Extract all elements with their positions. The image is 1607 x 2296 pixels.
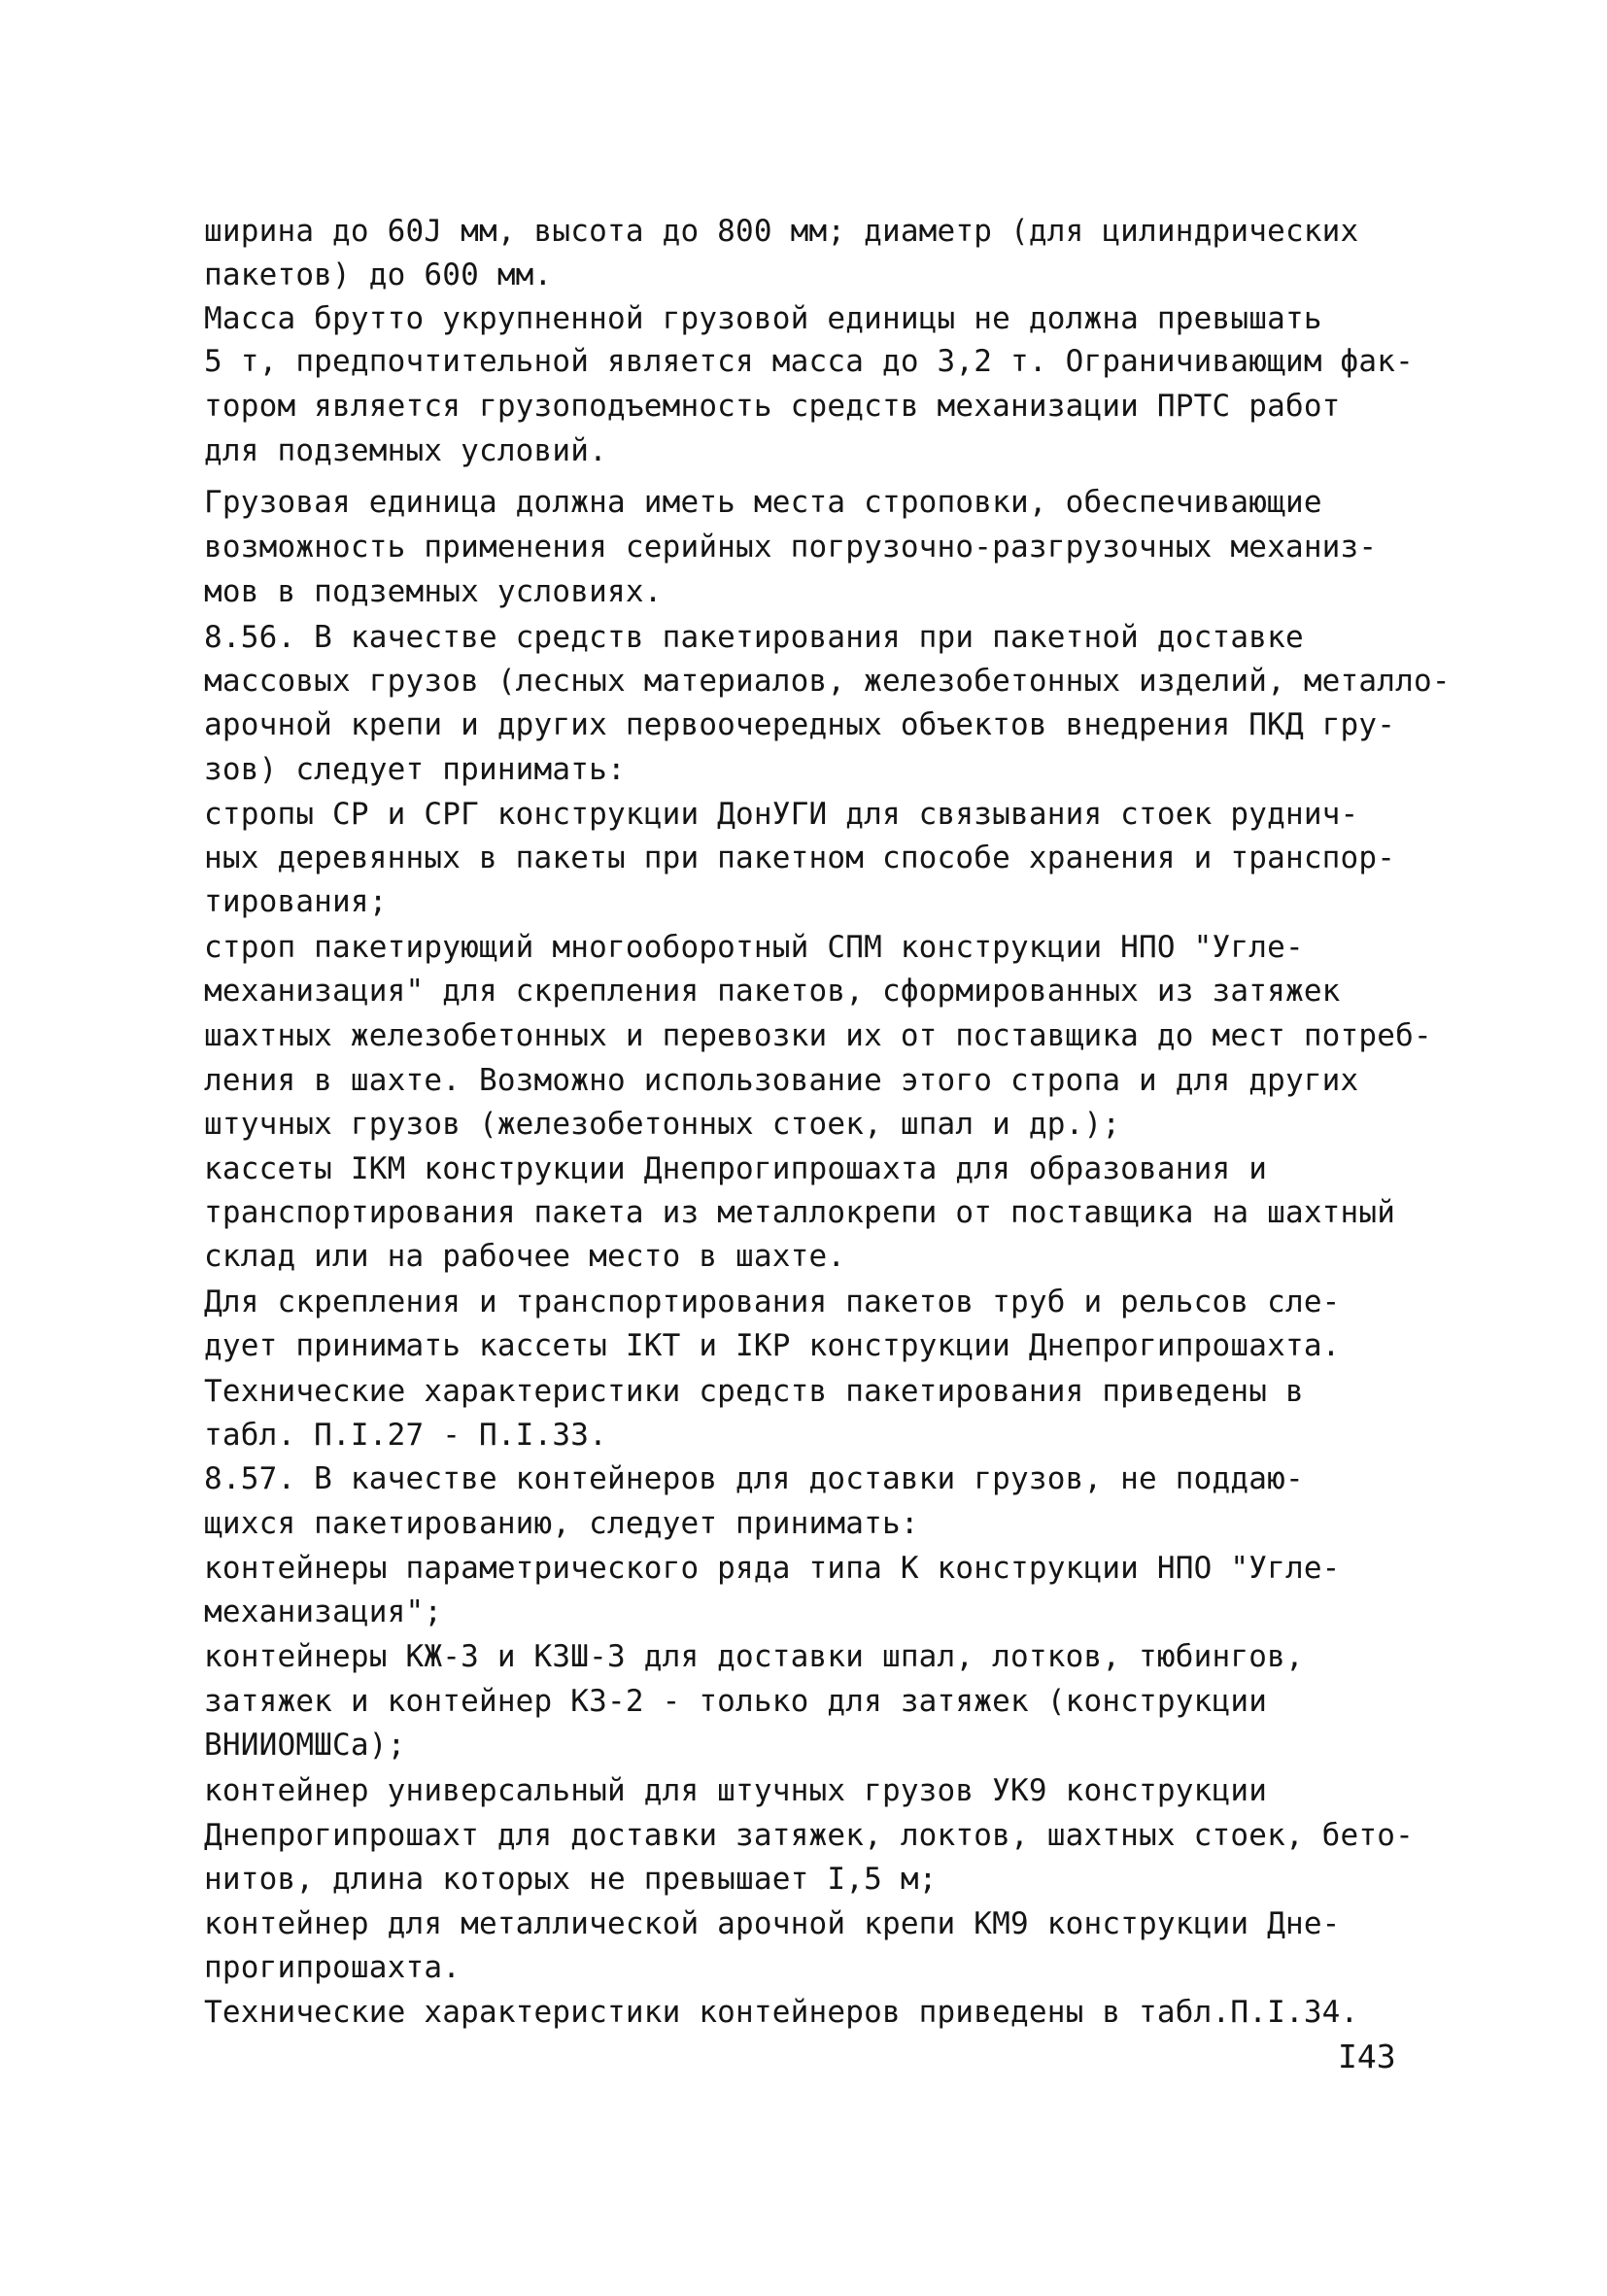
text-line: строп пакетирующий многооборотный СПМ конструкции НПО "Угле- <box>204 930 1304 965</box>
text-line: контейнеры КЖ-3 и КЗШ-3 для доставки шпал, лотков, тюбингов, <box>204 1639 1304 1674</box>
text-line: нитов, длина которых не превышает I,5 м; <box>204 1862 938 1897</box>
text-line: пакетов) до 600 мм. <box>204 257 553 292</box>
text-line: 5 т, предпочтительной является масса до 3,2 т. Ограничивающим фак- <box>204 344 1414 379</box>
text-line: дует принимать кассеты IКТ и IКР конструкции Днепрогипрошахта. <box>204 1328 1341 1363</box>
text-line: возможность применения серийных погрузочно-разгрузочных механиз- <box>204 530 1378 565</box>
text-line: тором является грузоподъемность средств механизации ПРТС работ <box>204 389 1341 424</box>
text-line: мов в подземных условиях. <box>204 574 663 609</box>
text-line: механизация"; <box>204 1594 443 1629</box>
text-line: контейнер для металлической арочной крепи КМ9 конструкции Дне- <box>204 1906 1341 1941</box>
text-line: арочной крепи и других первоочередных объектов внедрения ПКД гру- <box>204 707 1396 742</box>
text-line: Грузовая единица должна иметь места строповки, обеспечивающие <box>204 485 1322 520</box>
text-line: ширина до 60J мм, высота до 800 мм; диаметр (для цилиндрических <box>204 214 1359 249</box>
text-line: затяжек и контейнер КЗ-2 - только для затяжек (конструкции <box>204 1684 1268 1719</box>
text-line: для подземных условий. <box>204 433 607 468</box>
text-line: ления в шахте. Возможно использование этого стропа и для других <box>204 1063 1359 1098</box>
text-line: контейнер универсальный для штучных грузов УК9 конструкции <box>204 1773 1268 1808</box>
text-line: 8.56. В качестве средств пакетирования при пакетной доставке <box>204 620 1304 655</box>
text-line: тирования; <box>204 884 388 919</box>
text-line: табл. П.I.27 - П.I.33. <box>204 1418 607 1453</box>
text-line: стропы СР и СРГ конструкции ДонУГИ для связывания стоек руднич- <box>204 797 1359 832</box>
text-line: Технические характеристики контейнеров приведены в табл.П.I.34. <box>204 1995 1359 2030</box>
text-line: шахтных железобетонных и перевозки их от поставщика до мест потреб- <box>204 1018 1432 1053</box>
text-line: массовых грузов (лесных материалов, железобетонных изделий, металло- <box>204 664 1451 699</box>
page-number: I43 <box>1338 2038 1396 2075</box>
text-line: кассеты IКМ конструкции Днепрогипрошахта для образования и <box>204 1151 1268 1186</box>
text-line: Технические характеристики средств пакетирования приведены в <box>204 1374 1304 1409</box>
text-line: прогипрошахта. <box>204 1950 462 1985</box>
text-line: контейнеры параметрического ряда типа К конструкции НПО "Угле- <box>204 1551 1341 1586</box>
text-line: Масса брутто укрупненной грузовой единицы не должна превышать <box>204 301 1322 336</box>
text-line: щихся пакетированию, следует принимать: <box>204 1506 919 1541</box>
text-line: Для скрепления и транспортирования пакетов труб и рельсов сле- <box>204 1285 1341 1319</box>
text-line: транспортирования пакета из металлокрепи от поставщика на шахтный <box>204 1195 1396 1230</box>
text-line: склад или на рабочее место в шахте. <box>204 1239 846 1274</box>
text-line: зов) следует принимать: <box>204 752 626 787</box>
text-line: ВНИИОМШСа); <box>204 1728 406 1763</box>
text-line: штучных грузов (железобетонных стоек, шпал и др.); <box>204 1107 1121 1142</box>
text-line: ных деревянных в пакеты при пакетном способе хранения и транспор- <box>204 840 1396 875</box>
text-line: механизация" для скрепления пакетов, сформированных из затяжек <box>204 974 1341 1009</box>
text-line: Днепрогипрошахт для доставки затяжек, локтов, шахтных стоек, бето- <box>204 1818 1414 1853</box>
text-line: 8.57. В качестве контейнеров для доставки грузов, не поддаю- <box>204 1461 1304 1496</box>
